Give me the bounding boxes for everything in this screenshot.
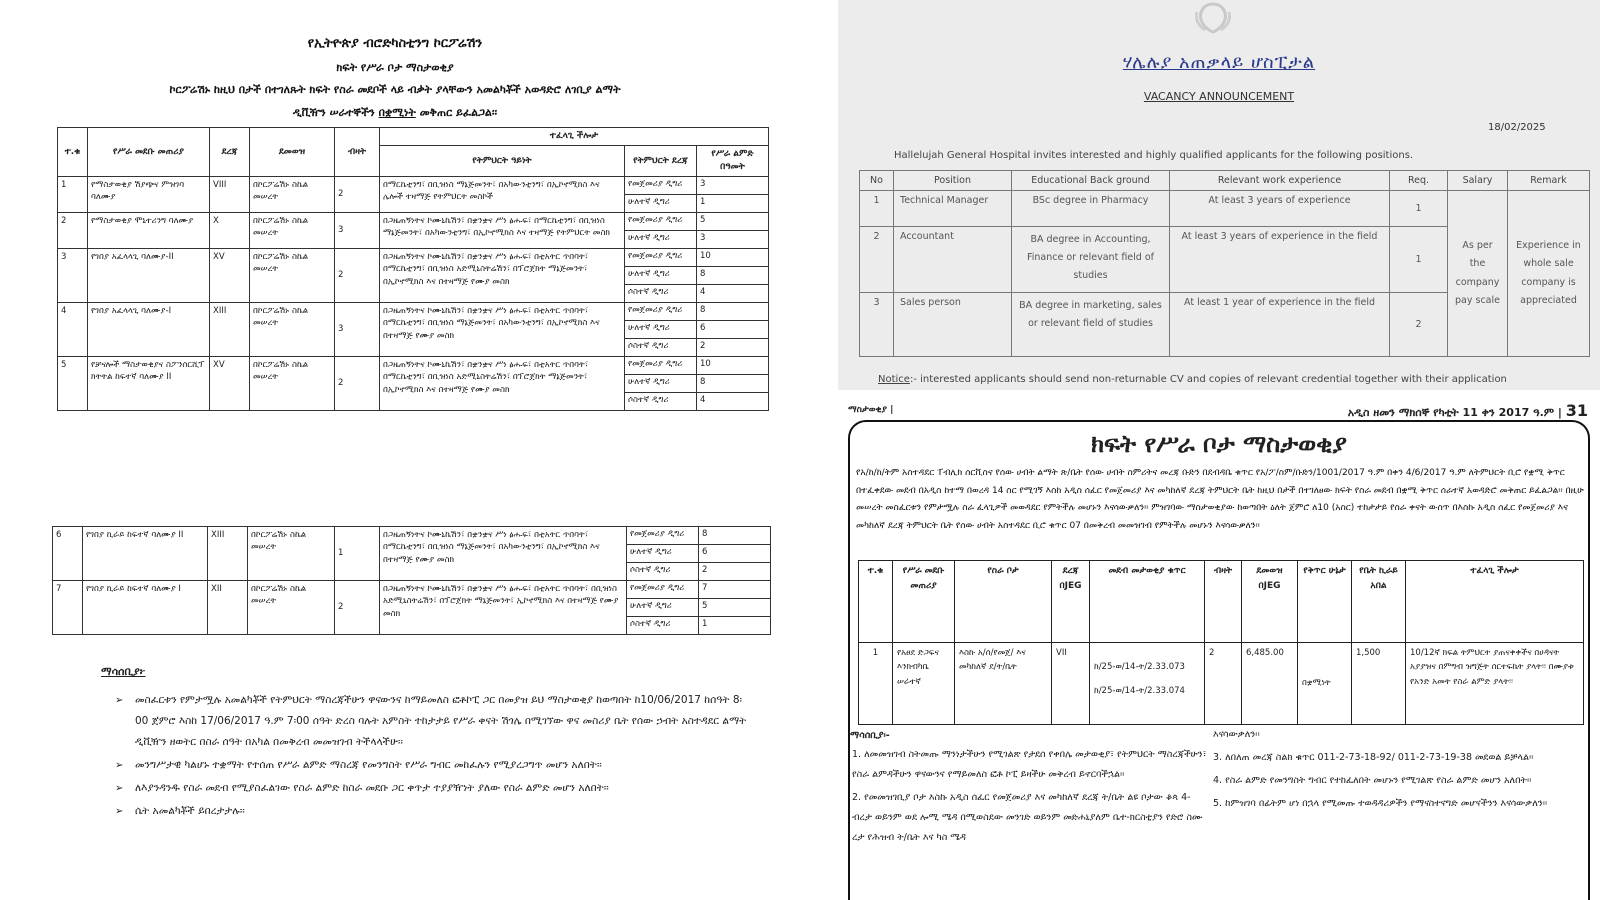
row-edu-level: ሶስተኛ ዲግሪ (625, 339, 697, 357)
row-experience: 2 (699, 563, 771, 581)
acol-qty: ብዛት (1205, 561, 1242, 643)
row-position: የማስታወቂያ ሽያጭና ምዝገባ ባለሙያ (88, 177, 210, 213)
row-no: 5 (58, 357, 88, 411)
az-notes-title: ማሳሰቢያ፡- (850, 730, 890, 741)
row-qty: 2 (335, 581, 380, 635)
row-education: በጋዜጠኝነትና ኮሙኒኬሽን፣ በቋንቋና ሥነ ፅሑፍ፣ በቲአትር ጥበባት፣ በቢዝነስ አድሚኒስትሬሽን፣ በፕሮጀክት ማኔጅመንት፣ ኢኮኖሚክስ እና በተዛማጅ የሙያ መስክ (380, 581, 627, 635)
hallelujah-announcement (838, 0, 1600, 390)
az-notes-right (1213, 725, 1583, 817)
table-row (58, 177, 769, 195)
az-note-cont: እናሳውቃለን፡፡ (1213, 729, 1260, 740)
row-education: በጋዜጠኝነትና ኮሙኒኬሽን፣ በቋንቋና ሥነ ፅሑፍ፣ በቲአትር ጥበባት፣ በማርኬቲንግ፣ በቢዝነስ አድሚኒስትሬሽን፣ በፕሮጀክት ማኔጅመንት፣ በኢኮኖሚክስ እና በተዛማጅ የሙያ መስክ (380, 357, 625, 411)
hrow-no: 3 (860, 293, 894, 357)
ebc-jobs-body-2 (53, 527, 771, 635)
row-edu-level: ሁለተኛ ዲግሪ (627, 545, 699, 563)
row-qty: 3 (335, 213, 380, 249)
table-row (860, 191, 1590, 227)
acol-req: ተፈላጊ ችሎታ (1406, 561, 1584, 643)
table-row (58, 213, 769, 231)
announcement-date: 18/02/2025 (1488, 122, 1546, 133)
col-required: ተፈላጊ ችሎታ (380, 128, 769, 146)
hrow-req: 2 (1390, 293, 1448, 357)
vacancy-heading: VACANCY ANNOUNCEMENT (1143, 90, 1295, 103)
row-grade: XV (210, 249, 250, 303)
row-education: በጋዜጠኝነትና ኮሙኒኬሽን፣ በቋንቋና ሥነ ፅሑፍ፣ በቲአትር ጥበባት፣ በማርኬቲንግ፣ በቢዝነስ ማኔጅመንት፣ በአካውንቲንግ፣ በኢኮኖሚክስ እና በተዛማጅ የሙያ መስክ (380, 303, 625, 357)
hrow-edu: BA degree in Accounting, Finance or relevant field of studies (1012, 227, 1170, 293)
table-row (58, 303, 769, 321)
az-title: ክፍት የሥራ ቦታ ማስታወቂያ (1091, 430, 1347, 458)
row-edu-level: ሁለተኛ ዲግሪ (625, 195, 697, 213)
row-salary: በኮርፖሬሽኑ ስኬል መሠረት (248, 581, 335, 635)
ebc-intro-a: ዲቪዥን ሠራተኞችን (292, 106, 375, 119)
hrow-no: 2 (860, 227, 894, 293)
row-experience: 6 (697, 321, 769, 339)
hcol-no: No (860, 171, 894, 191)
row-edu-level: ሁለተኛ ዲግሪ (627, 599, 699, 617)
arow-id-2: ከ/25-ወ/14-ት/2.33.074 (1094, 686, 1185, 697)
az-note-2: 2. የመመዝገቢያ ቦታ እስኩ አዲስ ሰፈር የመጀመሪያ እና መካከለኛ ደረጃ ት/ቤት ልዩ ቦታው ቆጳ 4-ብረታ ወይንም ወደ ሎሚ ሜዳ በሚወስደው መንገድ ወይንም መድሐኒያለም ቤተ-ክርስቲያን የድሮ ስሙ ረታ የሕዝብ ት/ቤት እና ካስ ሜዳ (852, 792, 1203, 843)
notice-text: :- interested applicants should send non-returnable CV and copies of relevant credential together with their application (909, 374, 1507, 385)
arow-ids (1090, 643, 1205, 725)
row-experience: 4 (697, 393, 769, 411)
row-no: 7 (53, 581, 83, 635)
row-grade: VIII (210, 177, 250, 213)
hospital-logo-icon (1183, 0, 1243, 40)
row-education: በጋዜጠኝነትና ኮሙኒኬሽን፣ በቋንቋና ሥነ ፅሑፍ፣ በቲአትር ጥበባት፣ በማርኬቲንግ፣ በቢዝነስ ማኔጅመንት፣ በአካውንቲንግ፣ በኢኮኖሚክስ እና በተዛማጅ የሙያ መስክ (380, 527, 627, 581)
row-salary: በኮርፖሬሽኑ ስኬል መሠረት (250, 303, 335, 357)
page-number: 31 (1565, 401, 1588, 420)
row-salary: በኮርፖሬሽኑ ስኬል መሠረት (248, 527, 335, 581)
row-edu-level: የመጀመሪያ ዲግሪ (625, 249, 697, 267)
row-experience: 8 (699, 527, 771, 545)
hrow-position: Sales person (894, 293, 1012, 357)
row-qty: 2 (335, 249, 380, 303)
hrow-req: 1 (1390, 191, 1448, 227)
arow-position: የአፀደ ድጋፍና እንክብካቤ ሠራተኛ (893, 643, 955, 725)
arow-status: በቋሚነት (1298, 643, 1352, 725)
row-education: በጋዜጠኝነትና ኮሙኒኬሽን፣ በቋንቋና ሥነ ፅሑፍ፣ በቲአትር ጥበባት፣ በማርኬቲንግ፣ በቢዝነስ አድሚኒስትሬሽን፣ በፕሮጀክት ማኔጅመንት፣ በኢኮኖሚክስ እና በተዛማጅ የሙያ መስክ (380, 249, 625, 303)
row-grade: XIII (208, 527, 248, 581)
acol-status: የቅጥር ሁኔታ (1298, 561, 1352, 643)
row-no: 6 (53, 527, 83, 581)
row-no: 1 (58, 177, 88, 213)
hospital-intro: Hallelujah General Hospital invites interested and highly qualified applicants for the following positions. (894, 150, 1414, 161)
row-experience: 6 (699, 545, 771, 563)
row-qty: 3 (335, 303, 380, 357)
col-salary: ደመወዝ (250, 128, 335, 177)
row-edu-level: ሁለተኛ ዲግሪ (625, 321, 697, 339)
row-experience: 10 (697, 357, 769, 375)
hrow-exp: At least 3 years of experience (1170, 191, 1390, 227)
table-row (859, 643, 1584, 725)
az-note-1: 1. ለመመዝገብ ስትመጡ ማንነታችሁን የሚገልጽ የታደሰ የቀበሌ መታወቂያ፣ የትምህርት ማስረጃችሁን፣ የስራ ልምዳችሁን ዋናውንና የማይመለስ ፎቶ ኮፒ ይዛችሁ መቅረብ ይኖርባችኋል፡፡ (852, 749, 1207, 780)
hrow-position: Accountant (894, 227, 1012, 293)
row-edu-level: የመጀመሪያ ዲግሪ (625, 177, 697, 195)
table-row (58, 249, 769, 267)
row-edu-level: ሶስተኛ ዲግሪ (627, 563, 699, 581)
newspaper-header (1348, 401, 1588, 420)
row-salary: በኮርፖሬሽኑ ስኬል መሠረት (250, 249, 335, 303)
ebc-intro-b: መቅጠር ይፈልጋል፡፡ (419, 106, 498, 119)
arow-housing: 1,500 (1352, 643, 1406, 725)
az-note-5: 5. ከምዝገባ በፊትም ሆነ በኋላ የሚመጡ ተወዳዳሪዎችን የማናስተናግድ መሆናችንን እናሳውቃለን፡፡ (1213, 798, 1548, 809)
ebc-jobs-table (57, 127, 769, 411)
arow-salary: 6,485.00 (1242, 643, 1298, 725)
arow-req: 10/12ኛ ክፍል ትምህርት ያጠናቀቀችና በሀዳናት አያያዝና በምግብ ዝግጅት ሰርተፍኬት ያላት፡፡ በሙያቱ የአንድ አመት የስራ ልምድ ያላት፡፡ (1406, 643, 1584, 725)
acol-grade: ደረጃ በJEG (1052, 561, 1090, 643)
row-experience: 1 (699, 617, 771, 635)
row-salary: በኮርፖሬሽኑ ስኬል መሠረት (250, 357, 335, 411)
row-edu-level: ሶስተኛ ዲግሪ (627, 617, 699, 635)
acol-salary: ደመወዝ በJEG (1242, 561, 1298, 643)
hospital-notice (878, 374, 1507, 385)
row-qty: 2 (335, 357, 380, 411)
addis-zemen-announcement (838, 395, 1600, 900)
hcol-remark: Remark (1508, 171, 1590, 191)
row-experience: 3 (697, 177, 769, 195)
row-edu-level: የመጀመሪያ ዲግሪ (625, 213, 697, 231)
hcol-position: Position (894, 171, 1012, 191)
row-grade: XV (210, 357, 250, 411)
row-no: 3 (58, 249, 88, 303)
hrow-no: 1 (860, 191, 894, 227)
row-edu-level: የመጀመሪያ ዲግሪ (627, 581, 699, 599)
hospital-name: ሃሌሉያ አጠቃላይ ሆስፒታል (1122, 52, 1316, 73)
ebc-note-2: ➢ መንግሥታዊ ካልሆኑ ተቋማት የተሰጠ የሥራ ልምድ ማስረጃ የመንግስት የሥራ ግብር መከፈሉን የሚያረጋግጥ መሆን አለበት፡፡ (115, 755, 755, 776)
row-edu-level: ሶስተኛ ዲግሪ (625, 393, 697, 411)
az-paragraph: የአ/ከ/ከ/ትም አስተዳደር ፐብሊክ ሰርቪስና የሰው ሀብት ልማት ጽ/ቤት የሰው ሀብት ስምሪትና መረጃ ቡድን በደብዳቤ ቁጥር የአ/ፖ/ስም/ቡድን/1001/2017 ዓ.ም በቀን 4/6/2017 ዓ.ም ለትምህርት ቢሮ የቋሚ ቅጥር በተፈቀደው መደብ በአዲስ ከተማ በወረዳ 14 ስር የሚገኝ እስከ አዲስ ሰፈር የመጀመሪያ እና መካከለኛ ደረጃ ትምህርት ቤት ከዚህ በታች በተገለፀው ክፍት የስራ መደብ በቋሚ ቅጥር ሰራተኛ አወዳድሮ መቅጠር ይፈልጋል፡፡ በዚሁ መሠረት መስፈርቱን የምታሟሉ ስራ ፈላጊዎች መወዳደር የምትችሉ መሆኑን እናሳውቃለን፡፡ ምዝገባው ማስታወቂያው ከወጣበት ዕለት ጀምሮ ለ10 (አስር) ተከታታይ የስራ ቀናት ውስጥ በእስኩ አዲስ ሰፈር የመጀመሪያ እና መካከለኛ ደረጃ ትምህርት ቤት የሰው ሀብት አስተዳደር ቢሮ ቁጥር 07 በመቅረብ መመዝገብ የምትችሉ መሆኑን እናሳውቃለን፡፡ (856, 468, 1584, 531)
row-edu-level: ሁለተኛ ዲግሪ (625, 267, 697, 285)
row-education: በጋዜጠኝነትና ኮሙኒኬሽን፣ በቋንቋና ሥነ ፅሑፍ፣ በማርኬቲንግ፣ በቢዝነስ ማኔጅመንት፣ በአካውንቲንግ፣ በኢኮኖሚክስ እና ተዛማጅ የትምህርት መስክ (380, 213, 625, 249)
table-row (53, 527, 771, 545)
ebc-note-4: ➢ ሴት አመልካቾች ይበረታታሉ፡፡ (115, 801, 755, 822)
row-experience: 4 (697, 285, 769, 303)
row-experience: 3 (697, 231, 769, 249)
col-no: ተ.ቁ (58, 128, 88, 177)
ebc-announcement (0, 0, 790, 900)
ebc-notes (115, 690, 755, 824)
row-experience: 8 (697, 375, 769, 393)
row-experience: 10 (697, 249, 769, 267)
row-position: የማስታወቂያ ሞኒተሪንግ ባለሙያ (88, 213, 210, 249)
az-notes-left (852, 745, 1207, 851)
row-no: 4 (58, 303, 88, 357)
col-position: የሥራ መደቡ መጠሪያ (88, 128, 210, 177)
hrow-position: Technical Manager (894, 191, 1012, 227)
hrow-edu: BSc degree in Pharmacy (1012, 191, 1170, 227)
az-jobs-table (858, 560, 1584, 725)
hcol-education: Educational Back ground (1012, 171, 1170, 191)
table-row (58, 357, 769, 375)
ebc-intro-u: በቋሚነት (378, 106, 416, 119)
row-position: የገበያ ኪራይ ከፍተኛ ባለሙያ I (83, 581, 208, 635)
hrow-exp: At least 1 year of experience in the field (1170, 293, 1390, 357)
ebc-subtitle: ክፍት የሥራ ቦታ ማስታወቂያ (336, 61, 454, 74)
row-experience: 5 (699, 599, 771, 617)
row-education: በማርኬቲንግ፣ በቢዝነስ ማኔጅመንት፣ በአካውንቲንግ፣ በኢኮኖሚክስ እና ሌሎች ተዛማጅ የትምህርት መስኮች (380, 177, 625, 213)
arow-grade: VII (1052, 643, 1090, 725)
az-note-3: 3. ለበለጠ መረጃ ስልክ ቁጥር 011-2-73-18-92/ 011-2-73-19-38 መደወል ይቻላል፡፡ (1213, 752, 1534, 763)
row-grade: X (210, 213, 250, 249)
arow-id-1: ከ/25-ወ/14-ት/2.33.073 (1094, 662, 1185, 672)
row-experience: 2 (697, 339, 769, 357)
row-position: የቻናሎች ማስታወቂያና ስፖንሰርሺፕ ክትትል ከፍተኛ ባለሙያ II (88, 357, 210, 411)
row-edu-level: ሶስተኛ ዲግሪ (625, 285, 697, 303)
row-no: 2 (58, 213, 88, 249)
hcol-req: Req. (1390, 171, 1448, 191)
col-edu-level: የትምህርት ደረጃ (625, 146, 697, 177)
ebc-jobs-table-2 (52, 526, 771, 635)
col-qty: ብዛት (335, 128, 380, 177)
acol-ids: መደብ መታወቂያ ቁጥር (1090, 561, 1205, 643)
col-edu-type: የትምህርት ዓይነት (380, 146, 625, 177)
arow-qty: 2 (1205, 643, 1242, 725)
row-grade: XIII (210, 303, 250, 357)
row-experience: 1 (697, 195, 769, 213)
hcol-experience: Relevant work experience (1170, 171, 1390, 191)
ebc-jobs-body (58, 177, 769, 411)
row-edu-level: ሁለተኛ ዲግሪ (625, 231, 697, 249)
row-experience: 7 (699, 581, 771, 599)
row-position: የገበያ አፈላላጊ ባለሙያ-I (88, 303, 210, 357)
row-qty: 1 (335, 527, 380, 581)
row-salary: በኮርፖሬሽኑ ስኬል መሠረት (250, 177, 335, 213)
ebc-notes-title: ማሳሰቢያ፦ (101, 665, 146, 678)
row-edu-level: የመጀመሪያ ዲግሪ (625, 357, 697, 375)
notice-label: Notice (878, 374, 910, 385)
table-row (53, 581, 771, 599)
ebc-intro-line1: ኮርፖሬሽኑ ከዚህ በታች በተገለጹት ክፍት የስራ መደቦች ላይ ብቃት ያላቸውን አመልካቾች አወዳድሮ ለገቢያ ልማት (169, 83, 621, 96)
az-note-4: 4. የስራ ልምድ የመንግስት ግብር የተከፈለበት መሆኑን የሚገልጽ የስራ ልምድ መሆን አለበት፡፡ (1213, 775, 1532, 786)
ebc-title: የኢትዮጵያ ብሮድካስቲንግ ኮርፖሬሽን (307, 36, 483, 51)
col-experience: የሥራ ልምድ በዓመት (697, 146, 769, 177)
row-experience: 8 (697, 303, 769, 321)
row-experience: 8 (697, 267, 769, 285)
hrow-req: 1 (1390, 227, 1448, 293)
row-edu-level: የመጀመሪያ ዲግሪ (625, 303, 697, 321)
ebc-note-3: ➢ ለእያንዳንዱ የስራ መደብ የሚያስፈልገው የስራ ልምድ ከስራ መደቡ ጋር ቀጥታ ተያያዥነት ያለው የስራ ልምድ መሆን አለበት፡፡ (115, 778, 755, 799)
ebc-intro-line2 (0, 106, 790, 120)
row-salary: በኮርፖሬሽኑ ስኬል መሠረት (250, 213, 335, 249)
row-edu-level: ሁለተኛ ዲግሪ (625, 375, 697, 393)
ebc-note-1: ➢ መስፈርቱን የምታሟሉ አመልካቾች የትምህርት ማስረጃችሁን ዋናውንና ከማይመለስ ፎቶኮፒ ጋር በመያዝ ይህ ማስታወቂያ ከወጣበት ከ10/06/2017 ከሰዓት 8፡00 ጀምሮ እስከ 17/06/2017 ዓ.ም 7፡00 ሰዓት ድረስ ባሉት አምስት ተከታታይ የሥራ ቀናት ሽጎሌ በሚገኘው ዋና መስሪያ ቤት የሰው ኃብት አስተዳደር ልማት ዲቪዥን ዘወትር በስራ ሰዓት በአካል በመቅረብ መመዝገብ ትችላላችሁ፡፡ (115, 690, 755, 753)
row-experience: 5 (697, 213, 769, 231)
hospital-salary: As per the company pay scale (1448, 191, 1508, 357)
hrow-exp: At least 3 years of experience in the field (1170, 227, 1390, 293)
acol-place: የስራ ቦታ (955, 561, 1052, 643)
arow-place: እስኩ አ/ሰ/የመጀ/ እና መካከለኛ ደ/ት/ቤት (955, 643, 1052, 725)
row-position: የገበያ አፈላላጊ ባለሙያ-II (88, 249, 210, 303)
row-edu-level: የመጀመሪያ ዲግሪ (627, 527, 699, 545)
acol-housing: የቤት ኪራይ አበል (1352, 561, 1406, 643)
acol-position: የሥራ መደቡ መጠሪያ (893, 561, 955, 643)
col-grade: ደረጃ (210, 128, 250, 177)
newspaper-date: አዲስ ዘመን ማክሰኞ የካቲት 11 ቀን 2017 ዓ.ም | (1347, 406, 1562, 419)
acol-no: ተ.ቁ (859, 561, 893, 643)
arow-no: 1 (859, 643, 893, 725)
row-grade: XII (208, 581, 248, 635)
hrow-edu: BA degree in marketing, sales or relevant field of studies (1012, 293, 1170, 357)
hospital-jobs-table (859, 170, 1590, 357)
row-qty: 2 (335, 177, 380, 213)
row-position: የገበያ ኪራይ ከፍተኛ ባለሙያ II (83, 527, 208, 581)
hcol-salary: Salary (1448, 171, 1508, 191)
hospital-remark: Experience in whole sale company is appreciated (1508, 191, 1590, 357)
newspaper-section: ማስታወቂያ | (848, 405, 894, 415)
